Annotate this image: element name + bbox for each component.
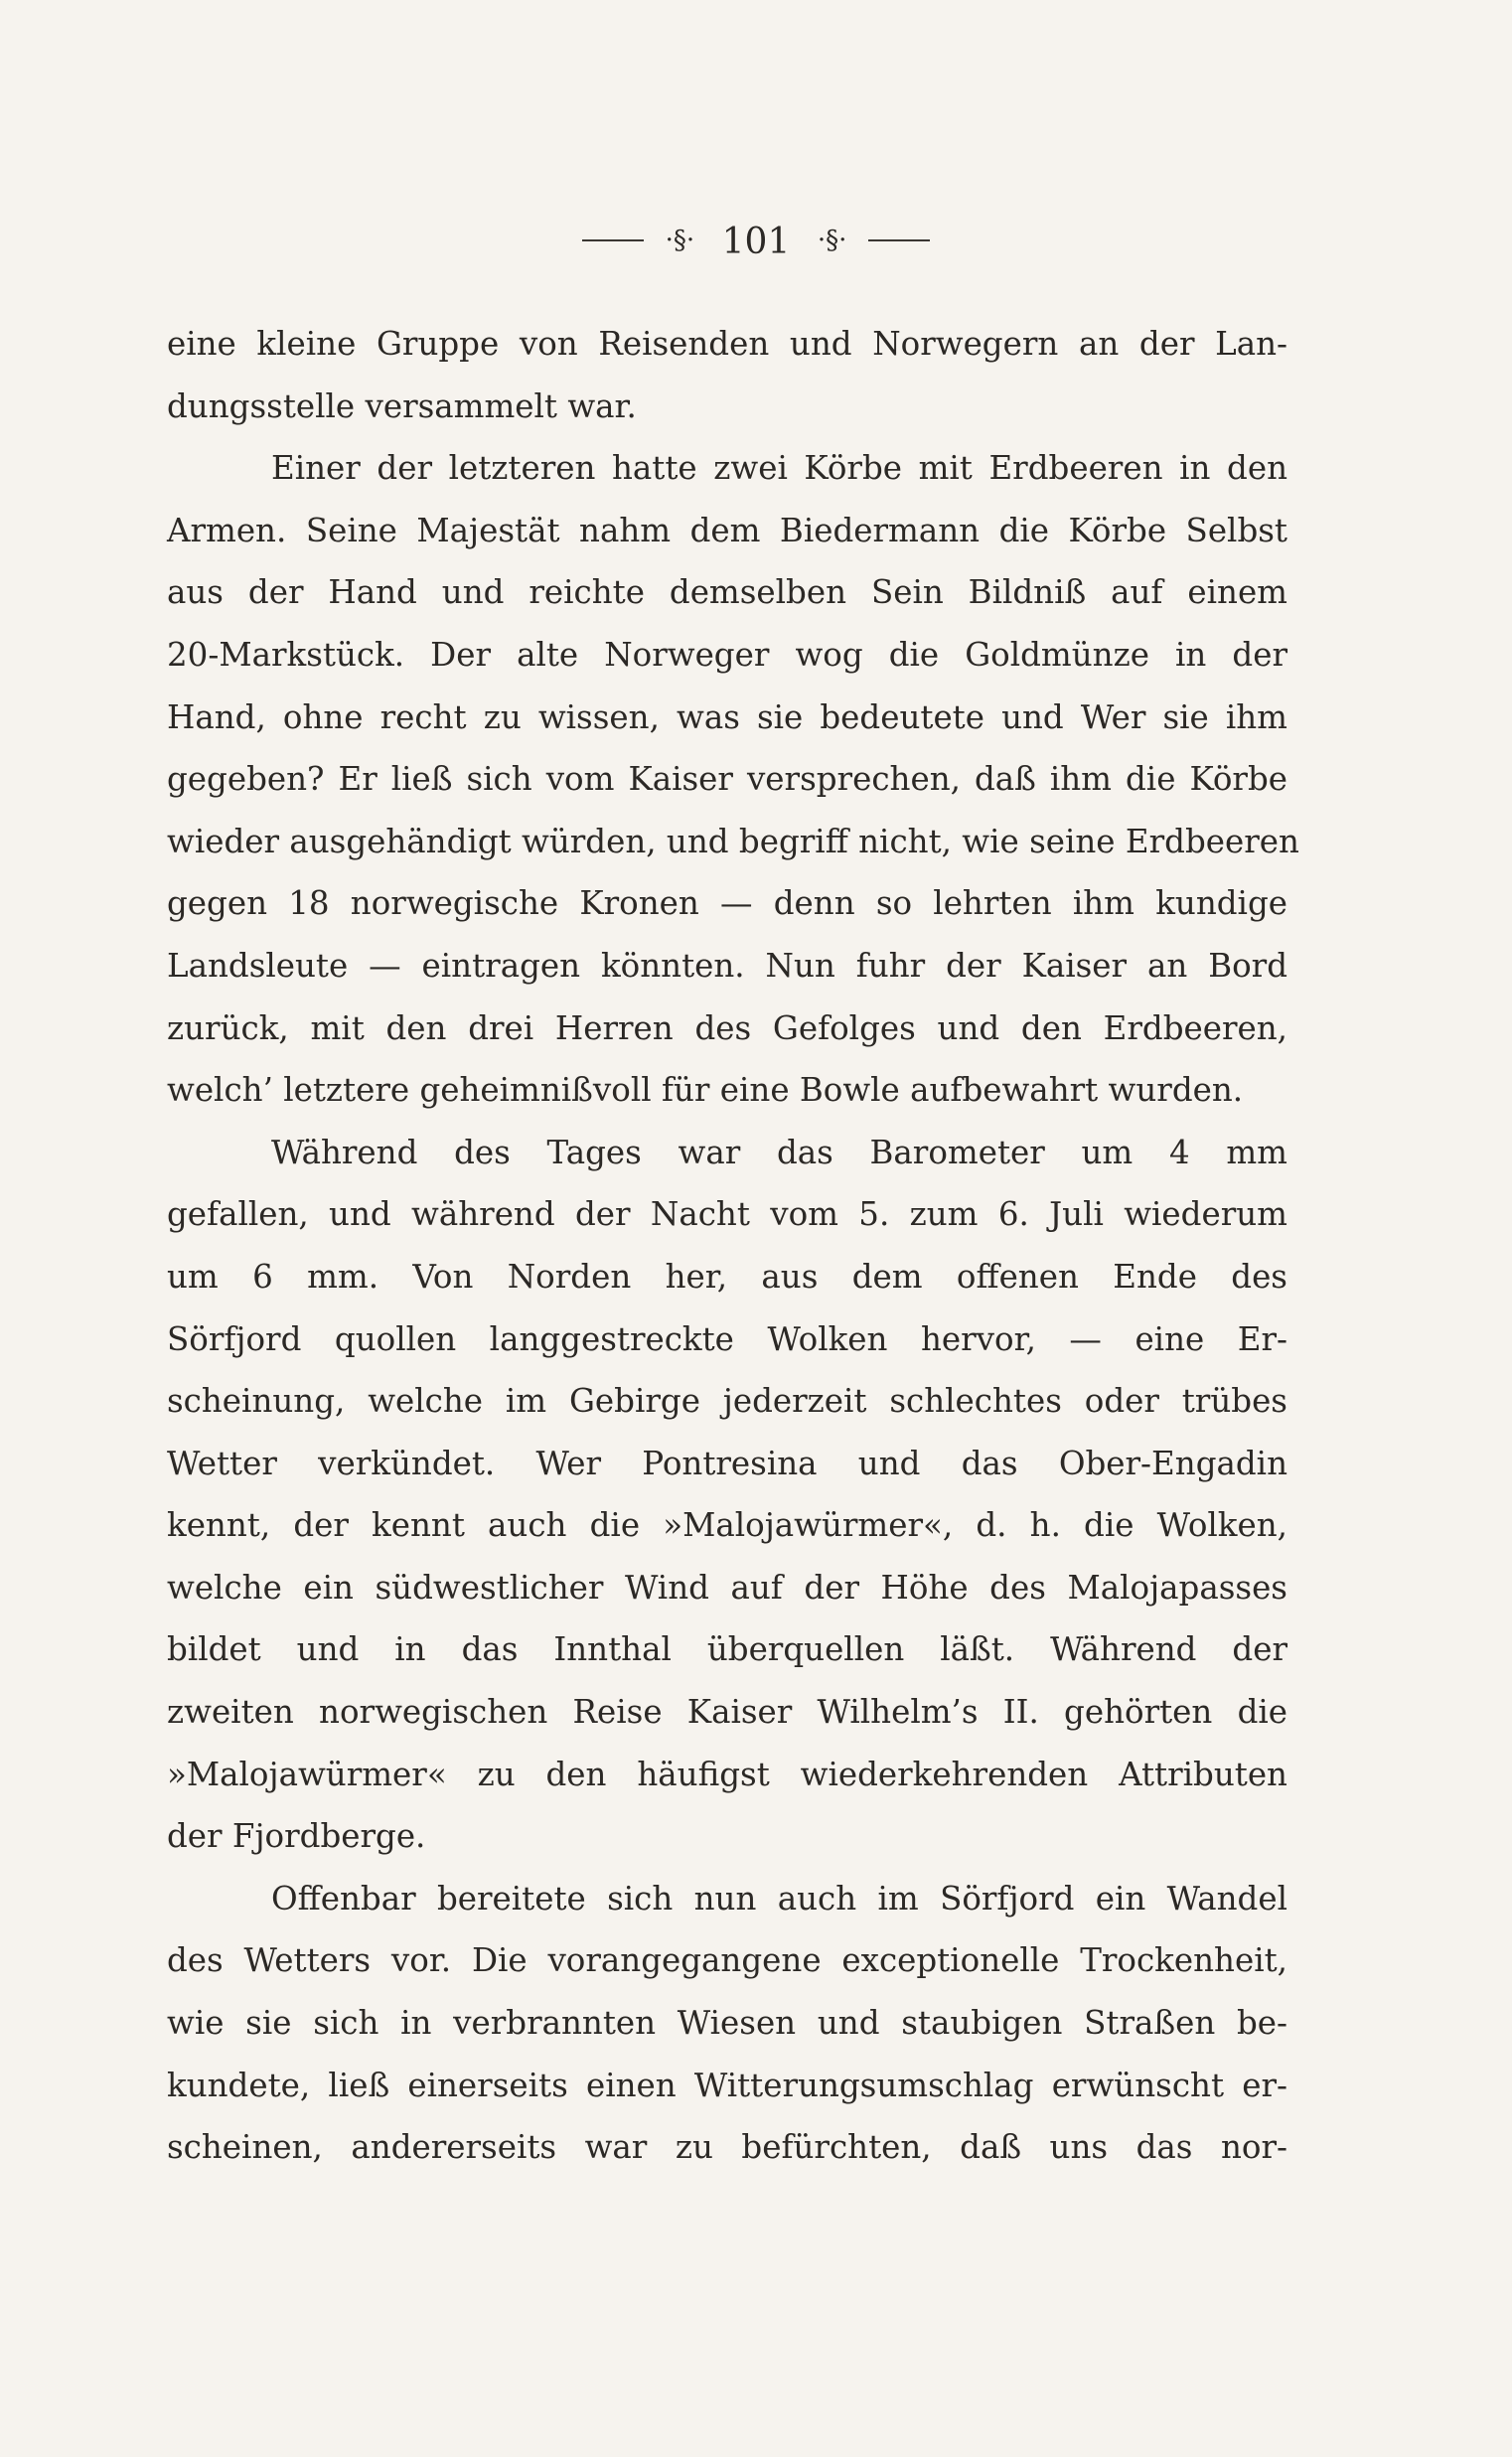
text-line: wieder ausgehändigt würden, und begriff nicht, wie seine Erdbeeren: [167, 822, 1299, 860]
text-line: aus der Hand und reichte demselben Sein Bildniß auf einem: [167, 573, 1287, 612]
text-line: Sörfjord quollen langgestreckte Wolken hervor, — eine Er-: [167, 1319, 1287, 1358]
text-line: der Fjordberge.: [167, 1817, 426, 1856]
text-line: kennt, der kennt auch die »Malojawürmer«, d. h. die Wolken,: [167, 1506, 1287, 1545]
text-line: wie sie sich in verbrannten Wiesen und staubigen Straßen be-: [167, 2004, 1287, 2043]
page-number: 101: [721, 222, 791, 262]
text-line: 20-Markstück. Der alte Norweger wog die Goldmünze in der: [167, 635, 1287, 674]
text-line: gefallen, und während der Nacht vom 5. zum 6. Juli wiederum: [167, 1195, 1287, 1234]
running-header: [0, 215, 1512, 268]
text-line: Offenbar bereitete sich nun auch im Sörfjord ein Wandel: [271, 1879, 1287, 1918]
text-line: Während des Tages war das Barometer um 4 mm: [271, 1133, 1287, 1171]
text-line: zurück, mit den drei Herren des Gefolges und den Erdbeeren,: [167, 1008, 1287, 1047]
text-line: Hand, ohne recht zu wissen, was sie bedeutete und Wer sie ihm: [167, 697, 1287, 736]
text-line: Wetter verkündet. Wer Pontresina und das Ober-Engadin: [167, 1444, 1287, 1482]
text-line: Armen. Seine Majestät nahm dem Biedermann die Körbe Selbst: [167, 511, 1287, 549]
text-line: um 6 mm. Von Norden her, aus dem offenen Ende des: [167, 1257, 1287, 1296]
text-line: bildet und in das Innthal überquellen läßt. Während der: [167, 1630, 1287, 1669]
header-rule-left: [582, 239, 644, 241]
text-line: Landsleute — eintragen könnten. Nun fuhr der Kaiser an Bord: [167, 946, 1287, 985]
body-text: [167, 313, 1299, 2179]
text-line: scheinen, andererseits war zu befürchten, daß uns das nor-: [167, 2128, 1287, 2167]
text-line: gegeben? Er ließ sich vom Kaiser versprechen, daß ihm die Körbe: [167, 760, 1287, 799]
text-line: welch’ letztere geheimnißvoll für eine Bowle aufbewahrt wurden.: [167, 1071, 1244, 1110]
text-line: scheinung, welche im Gebirge jederzeit schlechtes oder trübes: [167, 1382, 1287, 1421]
text-line: eine kleine Gruppe von Reisenden und Norwegern an der Lan-: [167, 325, 1287, 363]
header-ornament-right: ·§·: [817, 226, 847, 255]
text-line: Einer der letzteren hatte zwei Körbe mit Erdbeeren in den: [271, 449, 1287, 488]
header-ornament-left: ·§·: [665, 226, 695, 255]
text-line: zweiten norwegischen Reise Kaiser Wilhelm’s II. gehörten die: [167, 1693, 1287, 1732]
text-line: kundete, ließ einerseits einen Witterungsumschlag erwünscht er-: [167, 2066, 1287, 2104]
text-line: gegen 18 norwegische Kronen — denn so lehrten ihm kundige: [167, 884, 1287, 923]
text-line: des Wetters vor. Die vorangegangene exceptionelle Trockenheit,: [167, 1941, 1287, 1980]
text-line: dungsstelle versammelt war.: [167, 386, 637, 425]
header-rule-right: [868, 239, 930, 241]
text-line: »Malojawürmer« zu den häufigst wiederkehrenden Attributen: [167, 1755, 1287, 1793]
text-line: welche ein südwestlicher Wind auf der Höhe des Malojapasses: [167, 1568, 1287, 1607]
